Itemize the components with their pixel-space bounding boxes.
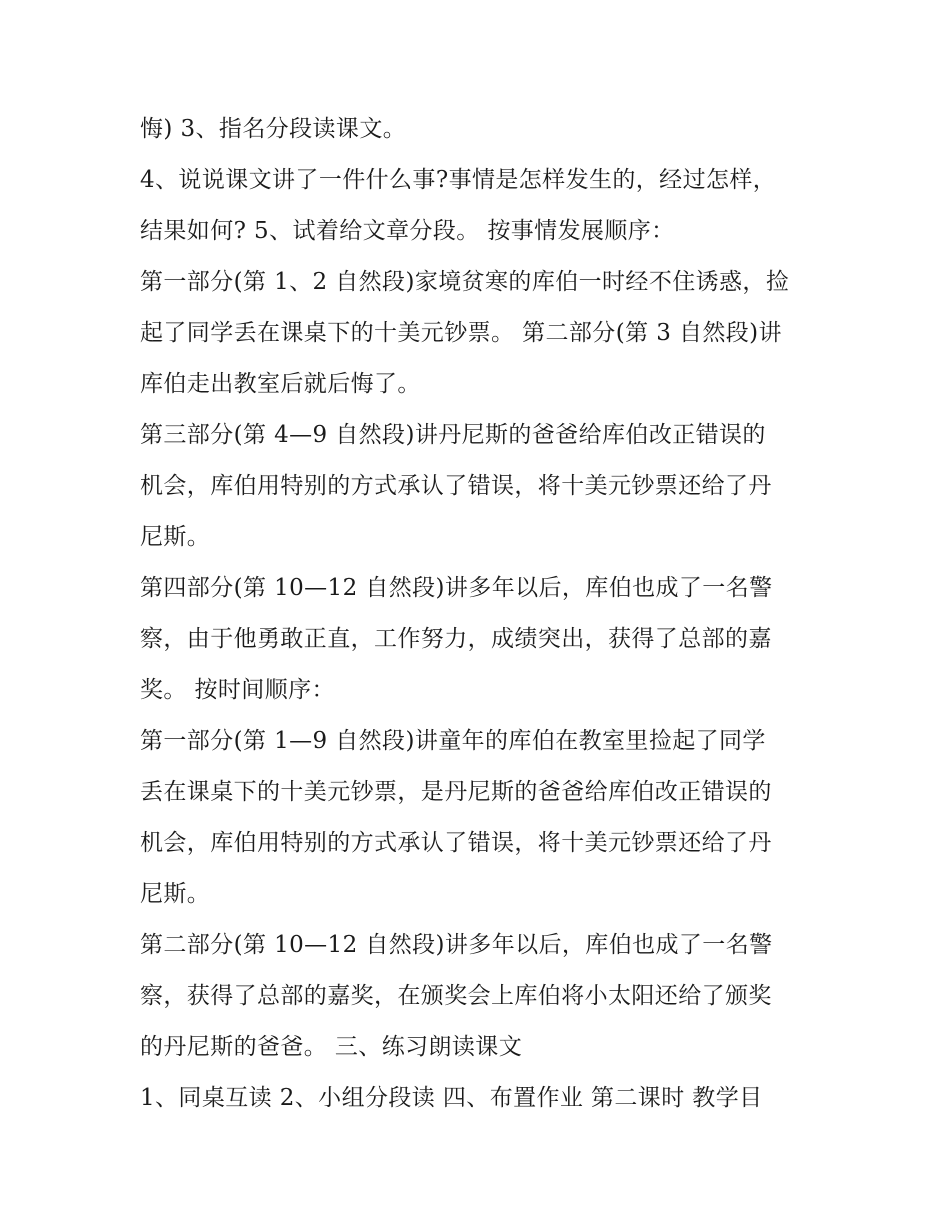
text-line: 第一部分(第 1、2 自然段)家境贫寒的库伯一时经不住诱惑，捡 [140, 269, 790, 295]
text-line: 机会，库伯用特别的方式承认了错误，将十美元钞票还给了丹 [140, 830, 772, 856]
text-line: 第三部分(第 4—9 自然段)讲丹尼斯的爸爸给库伯改正错误的 [140, 422, 766, 448]
text-line: 的丹尼斯的爸爸。 三、练习朗读课文 [140, 1034, 523, 1060]
text-line: 第二部分(第 10—12 自然段)讲多年以后，库伯也成了一名警 [140, 932, 773, 958]
text-line: 丢在课桌下的十美元钞票，是丹尼斯的爸爸给库伯改正错误的 [140, 779, 772, 805]
text-line: 察，获得了总部的嘉奖，在颁奖会上库伯将小太阳还给了颁奖 [140, 983, 772, 1009]
text-line: 库伯走出教室后就后悔了。 [140, 371, 421, 397]
text-line: 悔) 3、指名分段读课文。 [140, 116, 407, 142]
text-line: 第一部分(第 1—9 自然段)讲童年的库伯在教室里捡起了同学 [140, 728, 766, 754]
text-line: 机会，库伯用特别的方式承认了错误，将十美元钞票还给了丹 [140, 473, 772, 499]
text-line: 尼斯。 [140, 524, 211, 550]
document-text [140, 104, 820, 1124]
text-line: 奖。 按时间顺序： [140, 677, 335, 703]
text-line: 察，由于他勇敢正直，工作努力，成绩突出，获得了总部的嘉 [140, 626, 772, 652]
text-line: 起了同学丢在课桌下的十美元钞票。 第二部分(第 3 自然段)讲 [140, 320, 782, 346]
text-line: 4、说说课文讲了一件什么事?事情是怎样发生的，经过怎样， [140, 167, 777, 193]
text-line: 结果如何? 5、试着给文章分段。 按事情发展顺序： [140, 218, 675, 244]
text-line: 第四部分(第 10—12 自然段)讲多年以后，库伯也成了一名警 [140, 575, 773, 601]
text-line: 1、同桌互读 2、小组分段读 四、布置作业 第二课时 教学目 [140, 1085, 763, 1111]
text-line: 尼斯。 [140, 881, 211, 907]
